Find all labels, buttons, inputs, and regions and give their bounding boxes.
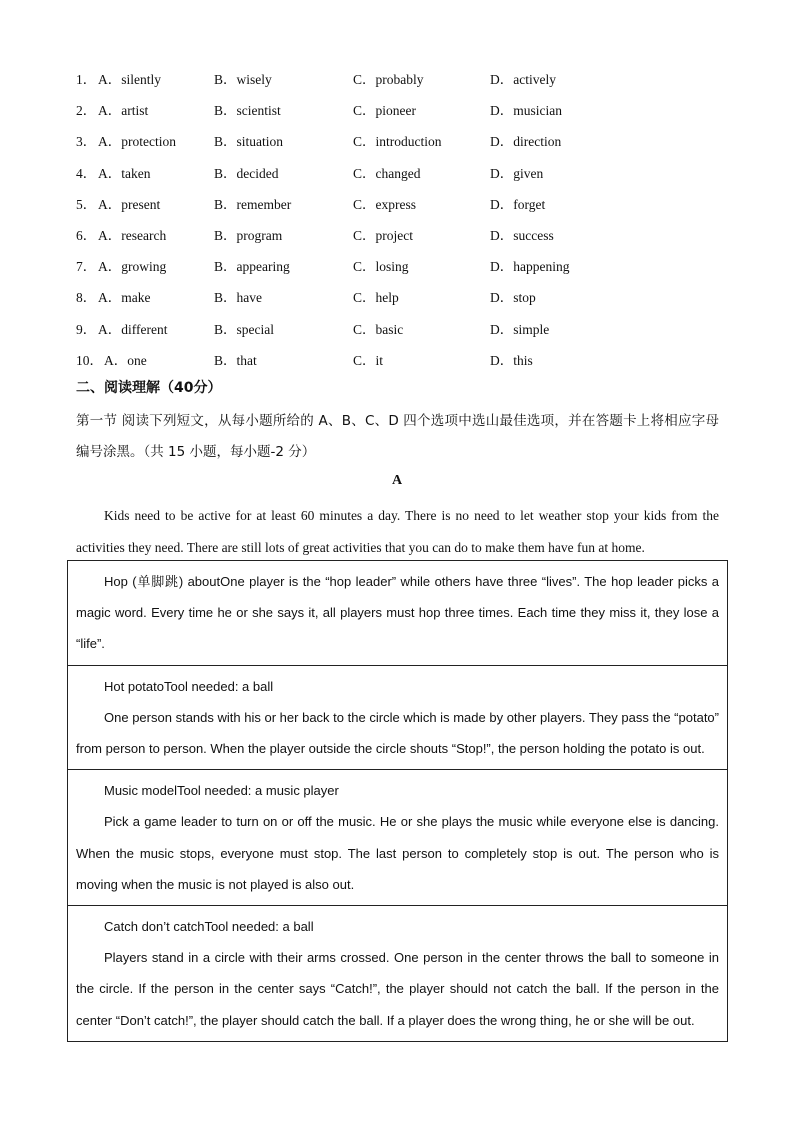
- choice-b: B．have: [214, 290, 262, 306]
- question-number: 3．: [76, 134, 97, 150]
- choice-c: C．project: [353, 227, 413, 243]
- choice-a: A．present: [98, 196, 161, 212]
- game-cell: [68, 769, 727, 905]
- choice-c: C．losing: [353, 259, 409, 275]
- option-row: [76, 220, 716, 251]
- game-description: Hop (单脚跳) aboutOne player is the “hop leader” while others have three “lives”. The hop leader picks a magic word. Every time he or she says it, all players must hop three times. Each time they miss it, they lose a “life”.: [76, 574, 719, 652]
- choice-c: C．changed: [353, 165, 421, 181]
- game-cell: [68, 905, 727, 1041]
- choice-d: D．actively: [490, 72, 556, 87]
- question-number: 5．: [76, 196, 97, 212]
- game-description: Players stand in a circle with their arms crossed. One person in the center throws the ball to someone in the circle. If the person in the center says “Catch!”, the player should not catch the ball. If the person in the center “Don’t catch!”, the player should catch the ball. If a player does the wrong thing, he or she will be out.: [76, 950, 719, 1028]
- choice-c: C．it: [353, 352, 384, 368]
- choice-d: D．simple: [490, 321, 550, 337]
- section-instructions: 第一节 阅读下列短文，从每小题所给的 A、B、C、D 四个选项中选山最佳选项，并在答题卡上将相应字母编号涂黑。（共 15 小题，每小题-2 分）: [76, 413, 719, 460]
- question-number: 7．: [76, 259, 97, 275]
- option-row: [76, 158, 716, 189]
- choice-a: A．artist: [98, 103, 149, 119]
- option-row: [76, 314, 716, 345]
- choice-c: C．basic: [353, 321, 404, 337]
- choice-d: D．given: [490, 165, 544, 181]
- choice-d: D．this: [490, 352, 533, 368]
- choice-b: B．appearing: [214, 259, 290, 275]
- game-description: One person stands with his or her back to the circle which is made by other players. They pass the “potato” from person to person. When the player outside the circle shouts “Stop!”, the person holding the potato is out.: [76, 709, 719, 757]
- option-row: [76, 126, 716, 157]
- games-table: [67, 560, 728, 1042]
- game-description: Pick a game leader to turn on or off the music. He or she plays the music while everyone else is dancing. When the music stops, everyone must stop. The last person to completely stop is out. The person who is moving when the music is not played is also out.: [76, 814, 719, 892]
- game-heading: Music modelTool needed: a music player: [104, 783, 339, 799]
- choice-d: D．musician: [490, 103, 562, 119]
- choice-d: D．success: [490, 227, 554, 243]
- choice-b: B．program: [214, 227, 283, 243]
- section-title: 二、阅读理解（40分）: [76, 380, 222, 396]
- choice-d: D．direction: [490, 134, 562, 150]
- choice-c: C．express: [353, 196, 416, 212]
- choice-a: A．different: [98, 321, 168, 337]
- choice-b: B．situation: [214, 134, 284, 150]
- game-cell: [68, 665, 727, 770]
- choice-a: A．growing: [98, 259, 167, 275]
- question-number: 6．: [76, 227, 97, 243]
- choice-a: A．taken: [98, 165, 151, 181]
- game-cell: [68, 561, 727, 665]
- choice-b: B．wisely: [214, 72, 272, 87]
- choice-a: A．research: [98, 227, 167, 243]
- options-list: [76, 64, 716, 376]
- choice-d: D．forget: [490, 196, 546, 212]
- question-number: 2．: [76, 103, 97, 119]
- option-row: [76, 251, 716, 282]
- question-number: 4．: [76, 165, 97, 181]
- choice-b: B．decided: [214, 165, 279, 181]
- choice-c: C．probably: [353, 72, 424, 87]
- choice-b: B．scientist: [214, 103, 281, 119]
- choice-c: C．pioneer: [353, 103, 416, 119]
- choice-a: A．protection: [98, 134, 176, 150]
- choice-a: A．make: [98, 290, 151, 306]
- choice-d: D．stop: [490, 290, 536, 306]
- choice-b: B．special: [214, 321, 274, 337]
- option-row: [76, 95, 716, 126]
- choice-a: A．silently: [98, 72, 161, 87]
- question-number: 9．: [76, 321, 97, 337]
- choice-c: C．introduction: [353, 134, 442, 150]
- choice-a: A．one: [104, 352, 147, 368]
- passage-letter: A: [391, 473, 403, 488]
- option-row: [76, 189, 716, 220]
- option-row: [76, 64, 716, 95]
- question-number: 8．: [76, 290, 97, 306]
- choice-b: B．remember: [214, 196, 292, 212]
- choice-d: D．happening: [490, 259, 570, 275]
- game-heading: Hot potatoTool needed: a ball: [104, 678, 274, 694]
- option-row: [76, 282, 716, 313]
- choice-b: B．that: [214, 352, 257, 368]
- choice-c: C．help: [353, 290, 399, 306]
- question-number: 1．: [76, 72, 97, 87]
- game-heading: Catch don’t catchTool needed: a ball: [104, 919, 314, 935]
- option-row: [76, 345, 716, 376]
- question-number: 10．: [76, 352, 103, 368]
- passage-intro: Kids need to be active for at least 60 minutes a day. There is no need to let weather stop your kids from the activities they need. There are still lots of great activities that you can do to make them have fun at home.: [76, 508, 719, 555]
